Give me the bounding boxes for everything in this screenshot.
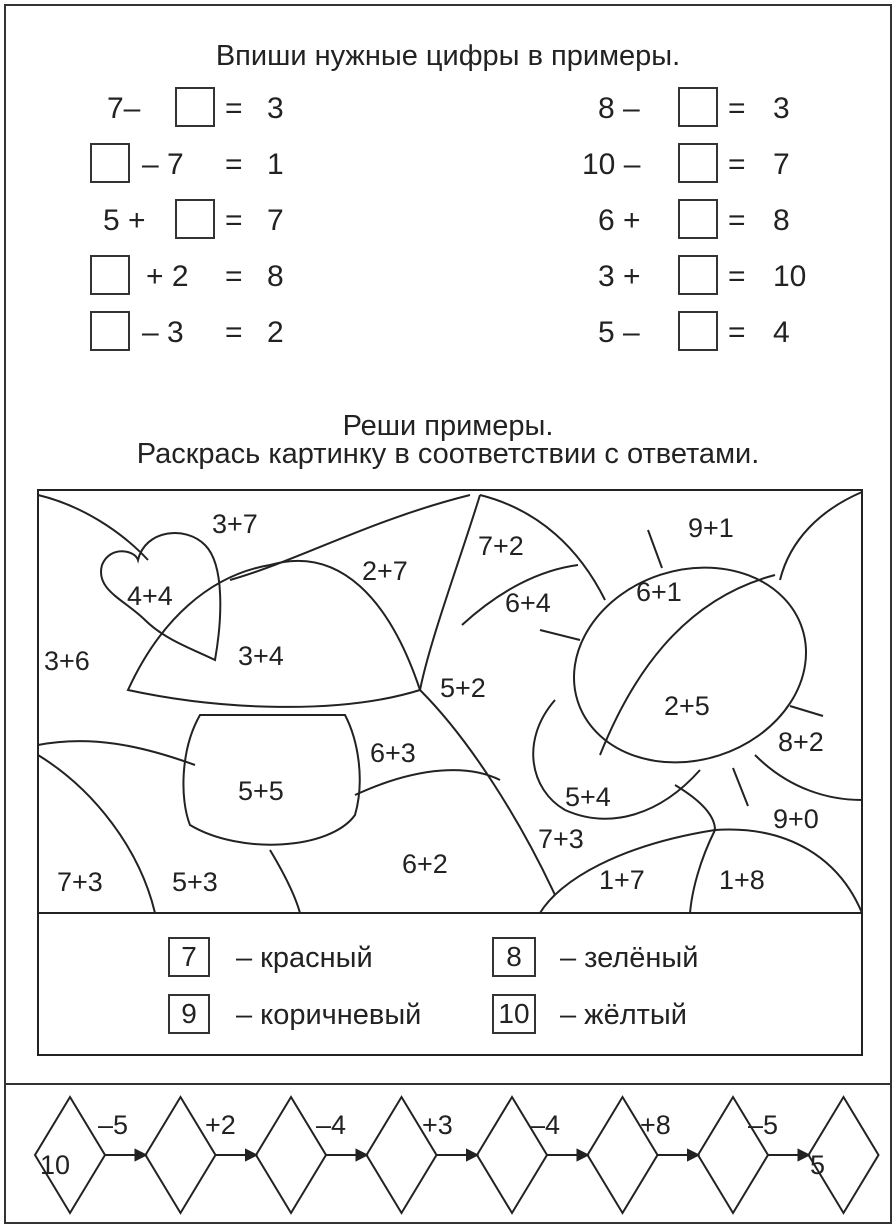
region-label: 3+7 — [212, 509, 258, 539]
region-label: 7+2 — [478, 531, 524, 561]
chain-end: 5 — [810, 1150, 826, 1180]
region-label: 3+6 — [44, 646, 90, 676]
chain-op: –5 — [748, 1110, 779, 1140]
chain-op: +3 — [422, 1110, 453, 1140]
eq-result: 7 — [267, 204, 284, 237]
eq-sign: = — [728, 260, 746, 293]
eq-result: 10 — [773, 260, 807, 293]
eq-sign: = — [225, 92, 243, 125]
legend-color: – красный — [236, 942, 373, 974]
eq-term: 8 – — [598, 92, 640, 125]
region-label: 5+2 — [440, 673, 486, 703]
legend-number: 8 — [492, 937, 536, 977]
chain-arrowhead — [136, 1150, 146, 1160]
region-label: 7+3 — [538, 824, 584, 854]
eq-term: 6 + — [598, 204, 641, 237]
region-label: 6+3 — [370, 738, 416, 768]
region-label: 3+4 — [238, 641, 284, 671]
eq-sign: = — [728, 204, 746, 237]
region-label: 1+7 — [599, 865, 645, 895]
eq-result: 7 — [773, 148, 790, 181]
chain-arrowhead — [467, 1150, 477, 1160]
eq-sign: = — [225, 148, 243, 181]
eq-term: – 7 — [142, 148, 184, 181]
region-label: 6+1 — [636, 577, 682, 607]
chain-arrowhead — [246, 1150, 256, 1160]
chain-op: +2 — [205, 1110, 236, 1140]
region-label: 4+4 — [127, 581, 173, 611]
eq-term: + 2 — [146, 260, 189, 293]
chain-op: –4 — [530, 1110, 561, 1140]
eq-term: 7– — [107, 92, 141, 125]
eq-term: 10 – — [582, 148, 641, 181]
eq-term: 5 – — [598, 316, 640, 349]
region-label: 6+4 — [505, 588, 551, 618]
chain-op: –5 — [98, 1110, 129, 1140]
eq-sign: = — [225, 316, 243, 349]
eq-result: 3 — [773, 92, 790, 125]
eq-result: 8 — [267, 260, 284, 293]
eq-sign: = — [728, 92, 746, 125]
eq-term: 5 + — [103, 204, 146, 237]
eq-sign: = — [728, 316, 746, 349]
task2-title-line1: Реши примеры. — [342, 410, 554, 442]
eq-result: 8 — [773, 204, 790, 237]
legend-color: – жёлтый — [560, 999, 687, 1031]
region-label: 1+8 — [719, 865, 765, 895]
chain-op: –4 — [316, 1110, 347, 1140]
region-label: 9+0 — [773, 804, 819, 834]
eq-term: 3 + — [598, 260, 641, 293]
task2-title-line2: Раскрась картинку в соответствии с ответами. — [136, 438, 760, 470]
chain-arrowhead — [578, 1150, 588, 1160]
region-label: 8+2 — [778, 727, 824, 757]
eq-sign: = — [225, 204, 243, 237]
legend-number: 10 — [492, 994, 536, 1034]
chain-arrowhead — [799, 1150, 809, 1160]
eq-result: 3 — [267, 92, 284, 125]
legend-color: – зелёный — [560, 942, 699, 974]
chain-arrowhead — [688, 1150, 698, 1160]
region-label: 9+1 — [688, 513, 734, 543]
legend-color: – коричневый — [236, 999, 422, 1031]
eq-sign: = — [728, 148, 746, 181]
legend-number: 9 — [168, 994, 210, 1034]
region-label: 5+3 — [172, 867, 218, 897]
eq-term: – 3 — [142, 316, 184, 349]
region-label: 5+4 — [565, 782, 611, 812]
region-label: 5+5 — [238, 776, 284, 806]
chain-arrowhead — [357, 1150, 367, 1160]
chain-op: +8 — [640, 1110, 671, 1140]
chain-start: 10 — [40, 1150, 71, 1180]
region-label: 6+2 — [402, 849, 448, 879]
legend-number: 7 — [168, 937, 210, 977]
eq-result: 2 — [267, 316, 284, 349]
task1-title: Впиши нужные цифры в примеры. — [215, 40, 681, 72]
region-label: 7+3 — [57, 867, 103, 897]
eq-result: 1 — [267, 148, 284, 181]
eq-sign: = — [225, 260, 243, 293]
eq-result: 4 — [773, 316, 790, 349]
region-label: 2+7 — [362, 556, 408, 586]
region-label: 2+5 — [664, 691, 710, 721]
